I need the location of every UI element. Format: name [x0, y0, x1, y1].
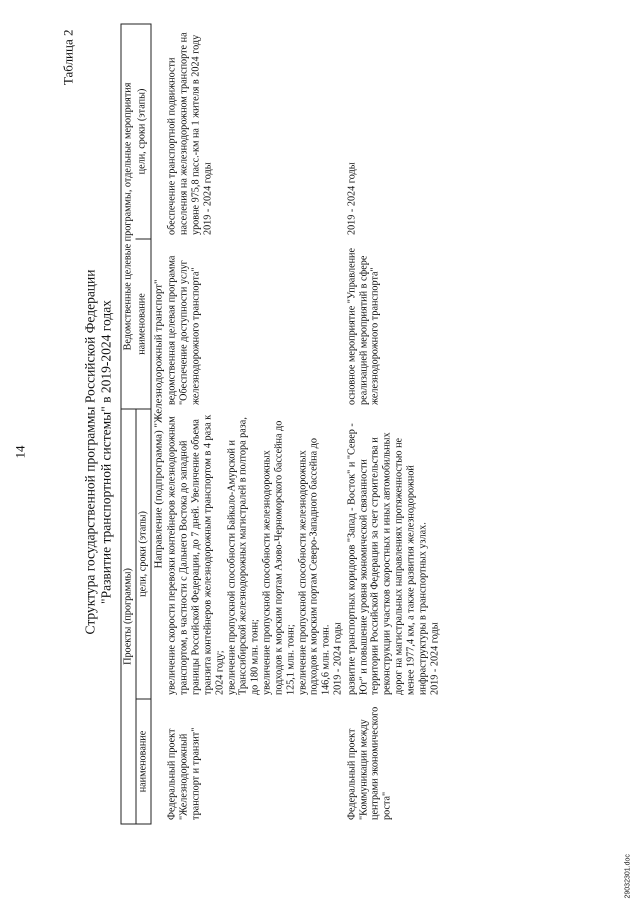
table-caption: Таблица 2: [60, 29, 76, 86]
project-name: Федеральный проект "Коммуникации между центрами экономического роста": [346, 706, 393, 820]
title-line: Структура государственной программы Российской Федерации: [82, 269, 98, 635]
departmental-goals: 2019 - 2024 годы: [346, 162, 358, 235]
table-row: [345, 24, 442, 824]
header-row-groups: [121, 24, 136, 824]
header-goals: цели, сроки (этапы): [136, 409, 151, 699]
goal-line: развитие транспортных коридоров "Запад - Восток" и "Север - Юг" и повышение уровня экономической связанности территории Российской Федерации за счет строительства и реконструкции участков скоростных и иных автомобильных дорог на магистральных направлениях протяженностью не менее 1977,4 км, а также развития железнодорожной инфраструктуры в транспортных узлах.: [346, 423, 429, 695]
section-title: Направление (подпрограмма) "Железнодорожный транспорт": [152, 279, 165, 569]
document-page: [1, 0, 640, 905]
structure-table: [121, 23, 442, 824]
project-name: Федеральный проект "Железнодорожный транспорт и транзит": [166, 727, 202, 820]
goal-line: 2019 - 2024 годы: [332, 622, 344, 695]
section-row: [151, 24, 166, 824]
goal-line: 2019 - 2024 годы: [429, 622, 441, 695]
header-row-columns: [136, 24, 151, 824]
document-id: 29032301.doc: [624, 854, 632, 899]
header-projects: Проекты (программы): [121, 409, 136, 824]
page-number: 14: [12, 445, 28, 459]
goal-line: увеличение пропускной способности железнодорожных подходов к морским портам Азово-Черноморского бассейна до 125,1 млн. тонн;: [261, 420, 297, 695]
departmental-name: основное мероприятие "Управление реализацией мероприятий в сфере железнодорожного транспорта": [346, 247, 381, 405]
project-goals: [345, 409, 442, 699]
title-line: "Развитие транспортной системы" в 2019-2024 годах: [98, 300, 114, 604]
table-row: [166, 24, 345, 824]
document-title: [83, 0, 115, 905]
departmental-name: ведомственная целевая программа "Обеспечение доступности услуг железнодорожного транспорта": [166, 255, 202, 405]
header-name-right: наименование: [136, 239, 151, 409]
departmental-goals: обеспечение транспортной подвижности населения на железнодорожном транспорте на уровне 975,8 пасс.-км на 1 жителя в 2024 году 2019 - 2024 годы: [166, 32, 214, 235]
goal-line: увеличение пропускной способности Байкало-Амурской и Транссибирской железнодорожных магистралей в полтора раза, до 180 млн. тонн;: [226, 417, 261, 695]
header-departmental: Ведомственные целевые программы, отдельные мероприятия: [121, 24, 136, 409]
header-name: наименование: [136, 699, 151, 824]
header-goals-right: цели, сроки (этапы): [136, 24, 151, 239]
project-goals: [166, 409, 345, 699]
goal-line: увеличение пропускной способности железнодорожных подходов к морским портам Северо-Западного бассейна до 146,6 млн. тонн.: [297, 438, 332, 695]
goal-line: увеличение скорости перевозки контейнеров железнодорожным транспортом, в частности с Дальнего Востока до западной границы Российской Федерации, до 7 дней. Увеличение объема транзита контейнеров железнодорожным транспортом в 4 раза к 2024 году;: [166, 414, 226, 695]
